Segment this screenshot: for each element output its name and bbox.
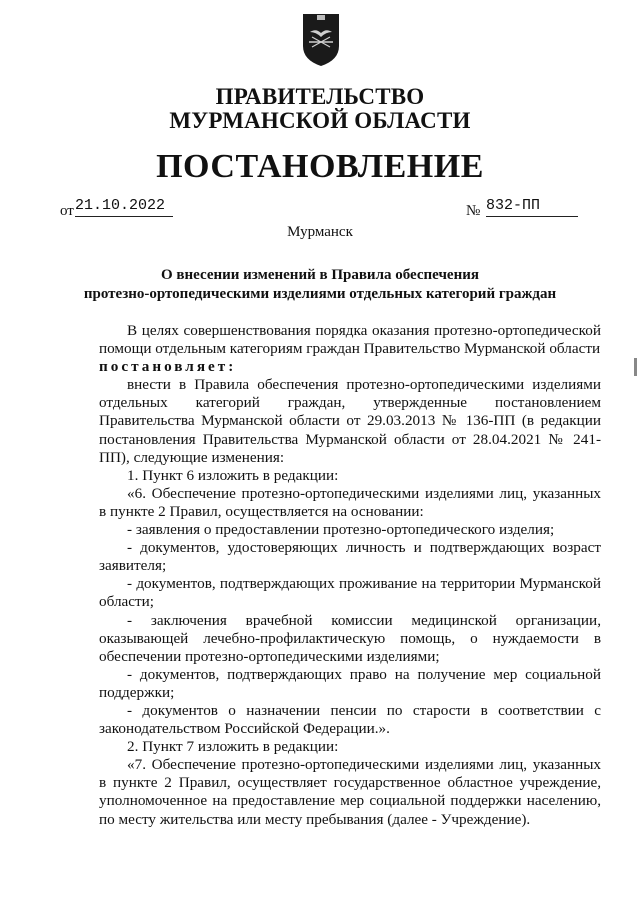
paragraph-item2-heading: 2. Пункт 7 изложить в редакции: [127, 738, 339, 756]
document-body [99, 322, 601, 829]
list-item-identity-documents: - документов, удостоверяющих личность и подтверждающих возраст заявителя; [99, 539, 601, 575]
paragraph-amendment-intro: внести в Правила обеспечения протезно-ортопедическими изделиями отдельных категорий граждан, утвержденные постановлением Правительства Мурманской области от 29.03.2013 № 136-ПП (в редакции постановления Правительства Мурманской области от 28.04.2021 № 241-ПП), следующие изменения: [99, 376, 601, 466]
paragraph-item7-text: «7. Обеспечение протезно-ортопедическими изделиями лиц, указанных в пункте 2 Правил, осуществляет государственное областное учреждение, уполномоченное на предоставление мер социальной поддержки населению, по месту жительства или месту пребывания (далее - Учреждение). [99, 756, 601, 828]
date-prefix: от [60, 203, 74, 219]
number-prefix: № [466, 203, 481, 219]
scan-edge-mark [634, 358, 637, 376]
list-item-residence-documents: - документов, подтверждающих проживание на территории Мурманской области; [99, 575, 601, 611]
paragraph-item1-heading: 1. Пункт 6 изложить в редакции: [127, 466, 339, 484]
paragraph-item6-text: «6. Обеспечение протезно-ортопедическими изделиями лиц, указанных в пункте 2 Правил, осуществляется на основании: [99, 484, 601, 520]
list-item-social-support-right: - документов, подтверждающих право на получение мер социальной поддержки; [99, 665, 601, 701]
list-item-pension-documents: - документов о назначении пенсии по старости в соответствии с законодательством Российской Федерации.». [99, 701, 601, 738]
coat-of-arms-emblem [300, 12, 342, 68]
document-number: 832-ПП [486, 197, 578, 217]
document-type-title: ПОСТАНОВЛЕНИЕ [156, 148, 484, 185]
paragraph-resolves: постановляет: [99, 358, 237, 376]
document-date: 21.10.2022 [75, 197, 173, 217]
subject-line1: О внесении изменений в Правила обеспечения [160, 267, 479, 283]
paragraph-preamble: В целях совершенствования порядка оказания протезно-ортопедической помощи отдельным категориям граждан Правительство Мурманской области [99, 322, 601, 358]
list-item-application: - заявления о предоставлении протезно-ортопедического изделия; [127, 521, 555, 539]
organization-name-line2: МУРМАНСКОЙ ОБЛАСТИ [169, 108, 471, 133]
organization-name-line1: ПРАВИТЕЛЬСТВО [215, 84, 425, 109]
city-name: Мурманск [287, 224, 353, 240]
subject-line2: протезно-ортопедическими изделиями отдельных категорий граждан [83, 286, 557, 302]
list-item-medical-commission: - заключения врачебной комиссии медицинской организации, оказывающей лечебно-профилактическую помощь, о нуждаемости в обеспечении протезно-ортопедическими изделиями; [99, 611, 601, 665]
emblem-icon [300, 12, 342, 68]
